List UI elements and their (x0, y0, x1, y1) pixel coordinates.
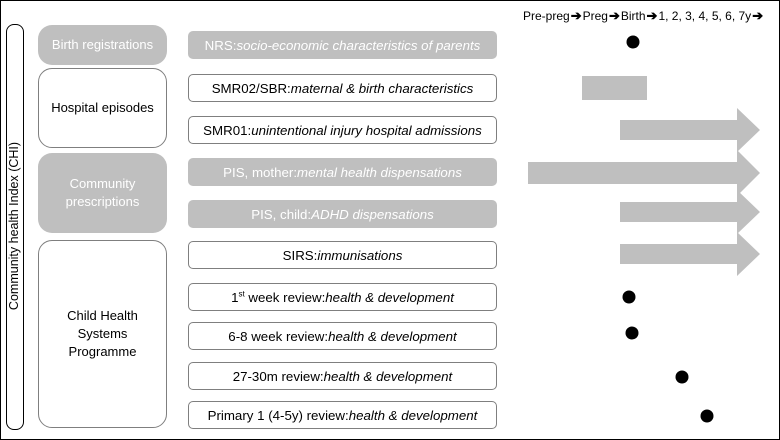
source-desc: health & development (325, 289, 454, 305)
dot-review-6-8-week (626, 327, 639, 340)
arrow-icon: ➔ (570, 8, 582, 23)
category-label: Birth registrations (51, 37, 154, 52)
dot-review-primary-1 (701, 410, 714, 423)
dot-review-27-30m (676, 371, 689, 384)
source-name: 27-30m review: (232, 368, 324, 384)
arrow-icon: ➔ (608, 8, 620, 23)
source-name: SMR01: (203, 122, 252, 138)
arrow-pis-mother (528, 150, 760, 196)
source-name: PIS, mother: (223, 164, 298, 180)
source-name: Primary 1 (4-5y) review: (207, 407, 349, 423)
timeline-birth: Birth (620, 9, 646, 23)
source-name: 6-8 week review: (228, 328, 329, 344)
source-desc: unintentional injury hospital admissions (251, 122, 482, 138)
source-desc: health & development (323, 368, 453, 384)
source-name: SIRS: (282, 247, 318, 263)
dot-review-1st-week (623, 291, 636, 304)
arrow-smr01 (620, 108, 760, 152)
source-desc: health & development (348, 407, 478, 423)
timeline-pre-preg: Pre-preg (523, 9, 570, 23)
source-desc: mental health dispensations (297, 164, 462, 180)
arrow-icon: ➔ (646, 8, 658, 23)
source-desc: socio-economic characteristics of parents (236, 37, 481, 53)
arrow-icon: ➔ (752, 8, 764, 23)
category-label: Child Health Systems Programme (67, 308, 138, 359)
category-label: Hospital episodes (51, 100, 154, 115)
timeline-preg: Preg (582, 9, 608, 23)
source-name: 1st week review: (231, 289, 326, 305)
source-desc: ADHD dispensations (311, 206, 434, 222)
source-desc: immunisations (317, 247, 403, 263)
timeline-years: 1, 2, 3, 4, 5, 6, 7y (658, 9, 752, 23)
arrow-sirs (620, 232, 760, 276)
category-label: Community prescriptions (65, 176, 140, 209)
arrow-pis-child (620, 190, 760, 234)
dot-nrs (627, 36, 640, 49)
chi-label: Community health Index (CHI) (7, 141, 21, 311)
source-desc: health & development (328, 328, 457, 344)
source-name: PIS, child: (251, 206, 312, 222)
source-desc: maternal & birth characteristics (290, 80, 474, 96)
source-name: SMR02/SBR: (211, 80, 291, 96)
bar-smr02 (582, 76, 647, 100)
source-name: NRS: (204, 37, 237, 53)
